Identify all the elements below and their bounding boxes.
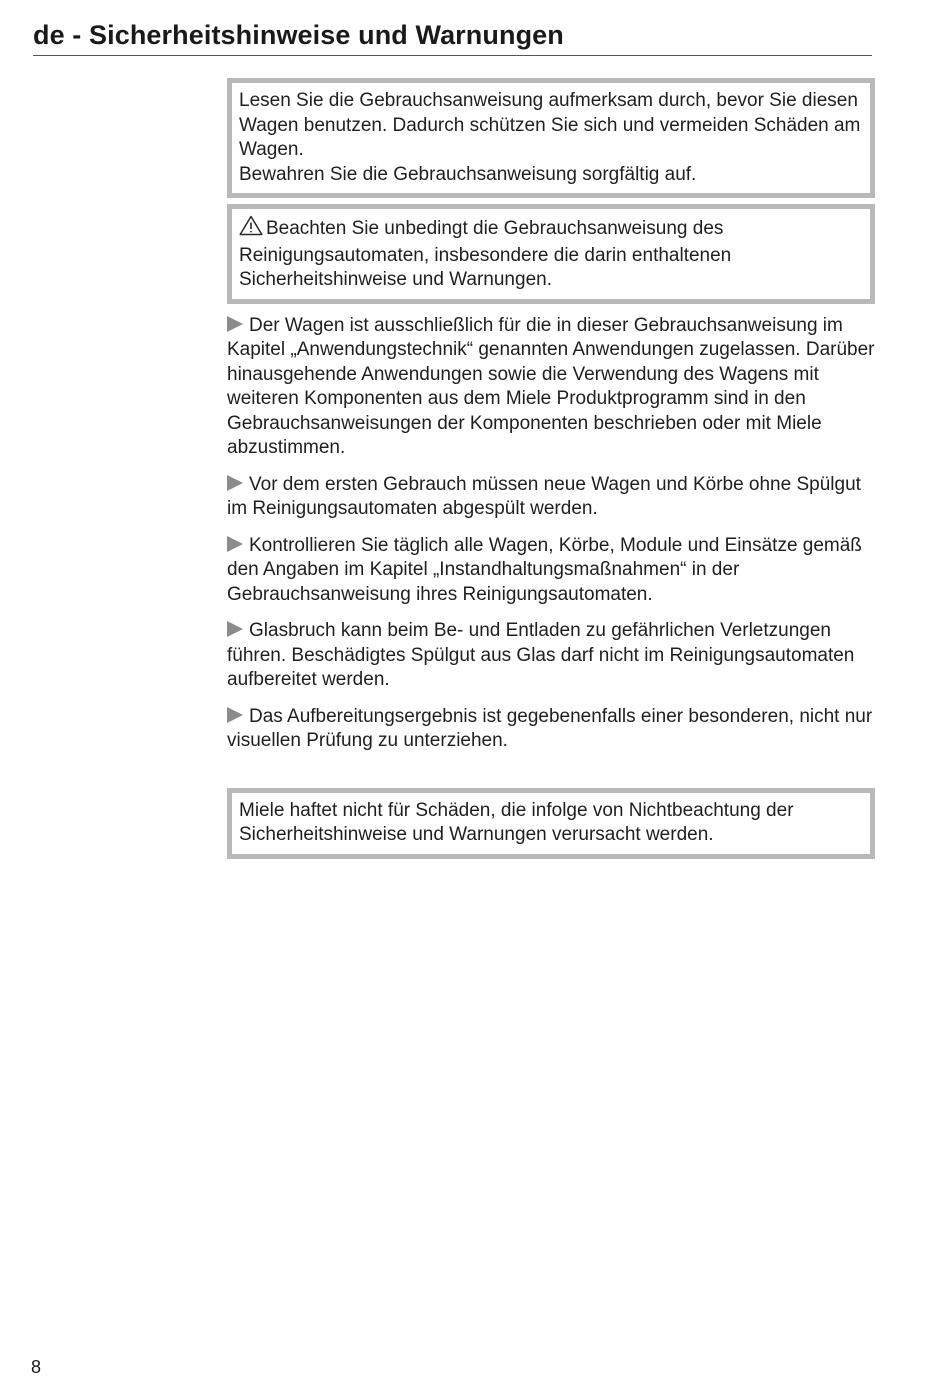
list-item-text: Vor dem ersten Gebrauch müssen neue Wagen und Körbe ohne Spülgut im Reinigungsautomaten abgespült werden. [227, 473, 861, 519]
warning-box [227, 204, 875, 304]
triangle-bullet-icon [227, 621, 243, 637]
liability-notice-text: Miele haftet nicht für Schäden, die infolge von Nichtbeachtung der Sicherheitshinweise und Warnungen verursacht werden. [239, 799, 794, 845]
list-item [227, 534, 875, 608]
intro-text-1: Lesen Sie die Gebrauchsanweisung aufmerksam durch, bevor Sie diesen Wagen benutzen. Dadurch schützen Sie sich und vermeiden Schäden am Wagen. [239, 90, 861, 160]
triangle-bullet-icon [227, 707, 243, 723]
intro-text-2: Bewahren Sie die Gebrauchsanweisung sorgfältig auf. [239, 163, 697, 185]
triangle-bullet-icon [227, 536, 243, 552]
main-content [227, 78, 875, 859]
list-item-text: Kontrollieren Sie täglich alle Wagen, Körbe, Module und Einsätze gemäß den Angaben im Kapitel „Instandhaltungsmaßnahmen“ in der Gebrauchsanweisung ihres Reinigungsautomaten. [227, 534, 862, 605]
triangle-bullet-icon [227, 316, 243, 332]
list-item [227, 314, 875, 461]
bullet-list [227, 314, 875, 754]
warning-text: Beachten Sie unbedingt die Gebrauchsanweisung des Reinigungsautomaten, insbesondere die darin enthaltenen Sicherheitshinweise und Warnungen. [239, 218, 732, 290]
page-number: 8 [31, 1357, 42, 1377]
page-title: de - Sicherheitshinweise und Warnungen [33, 20, 564, 50]
page-header [33, 20, 872, 56]
list-item-text: Das Aufbereitungsergebnis ist gegebenenfalls einer besonderen, nicht nur visuellen Prüfung zu unterziehen. [227, 705, 873, 751]
intro-box [227, 78, 875, 198]
triangle-bullet-icon [227, 475, 243, 491]
warning-triangle-icon [239, 215, 263, 244]
list-item [227, 705, 875, 754]
liability-notice-box [227, 788, 875, 859]
warning-paragraph [239, 215, 862, 293]
list-item-text: Glasbruch kann beim Be- und Entladen zu gefährlichen Verletzungen führen. Beschädigtes Spülgut aus Glas darf nicht im Reinigungsautomaten aufbereitet werden. [227, 620, 855, 690]
list-item [227, 473, 875, 522]
list-item-text: Der Wagen ist ausschließlich für die in dieser Gebrauchsanweisung im Kapitel „Anwendungstechnik“ genannten Anwendungen zugelassen. Darüber hinausgehende Anwendungen sowie die Verwendung des Wagens mit weiteren Komponenten aus dem Miele Produktprogramm sind in den Gebrauchsanweisungen der Komponenten beschrieben oder mit Miele abzustimmen. [227, 314, 875, 458]
list-item [227, 619, 875, 693]
